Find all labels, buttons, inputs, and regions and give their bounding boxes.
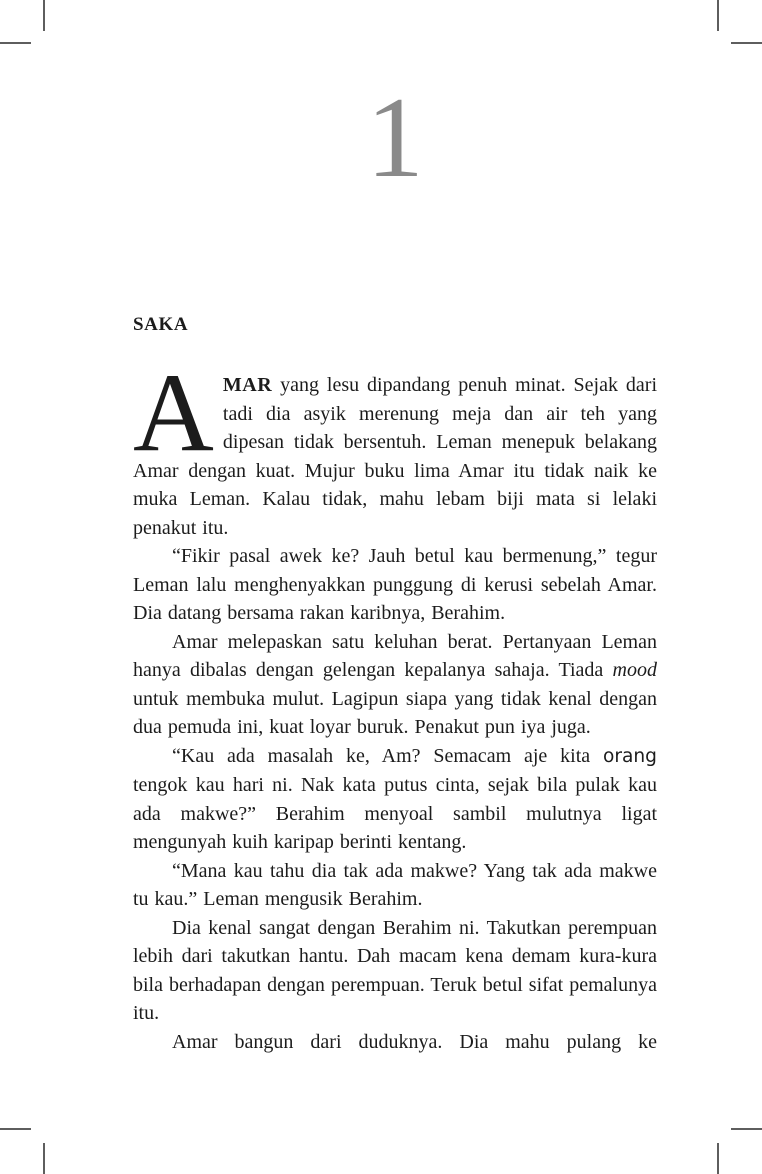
crop-mark-bottom-left-vertical	[43, 1143, 45, 1174]
paragraph	[133, 351, 657, 542]
paragraph	[133, 857, 657, 914]
crop-mark-top-right-horizontal	[731, 42, 762, 44]
crop-mark-bottom-left-horizontal	[0, 1128, 31, 1130]
paragraph	[133, 742, 657, 857]
text-run: yang lesu dipandang penuh minat. Sejak dari tadi dia asyik merenung meja dan air teh yang dipesan tidak bersentuh. Leman menepuk belakang Amar dengan kuat. Mujur buku lima Amar itu tidak naik ke muka Leman. Kalau tidak, mahu lebam biji mata si lelaki penakut itu.	[133, 374, 657, 539]
text-run: “Kau ada masalah ke, Am? Semacam aje kita	[172, 744, 603, 767]
paragraph	[133, 628, 657, 742]
paragraph	[133, 914, 657, 1028]
crop-mark-top-right-vertical	[717, 0, 719, 31]
crop-mark-top-left-vertical	[43, 0, 45, 31]
text-run: “Mana kau tahu dia tak ada makwe? Yang tak ada makwe tu kau.” Leman mengusik Berahim.	[133, 859, 657, 910]
text-run: mood	[612, 659, 657, 681]
chapter-number: 1	[366, 74, 424, 201]
text-run: Amar bangun dari duduknya. Dia mahu pulang ke	[172, 1030, 657, 1053]
text-run: MAR	[222, 374, 273, 396]
body-text	[133, 351, 657, 1056]
page-content	[133, 314, 657, 1056]
text-run: orang	[602, 745, 657, 767]
text-run: Dia kenal sangat dengan Berahim ni. Takutkan perempuan lebih dari takutkan hantu. Dah macam kena demam kura-kura bila berhadapan dengan perempuan. Teruk betul sifat pemalunya itu.	[133, 916, 657, 1024]
paragraph	[133, 542, 657, 628]
crop-mark-bottom-right-vertical	[717, 1143, 719, 1174]
crop-mark-bottom-right-horizontal	[731, 1128, 762, 1130]
section-title: SAKA	[133, 314, 189, 335]
crop-mark-top-left-horizontal	[0, 42, 31, 44]
text-run: Amar melepaskan satu keluhan berat. Pertanyaan Leman hanya dibalas dengan gelengan kepalanya sahaja. Tiada	[133, 630, 657, 681]
paragraph	[133, 1028, 657, 1057]
text-run: untuk membuka mulut. Lagipun siapa yang tidak kenal dengan dua pemuda ini, kuat loyar buruk. Penakut pun iya juga.	[133, 687, 657, 738]
text-run: “Fikir pasal awek ke? Jauh betul kau bermenung,” tegur Leman lalu menghenyakkan punggung di kerusi sebelah Amar. Dia datang bersama rakan karibnya, Berahim.	[133, 545, 657, 624]
drop-cap: A	[133, 351, 214, 475]
text-run: tengok kau hari ni. Nak kata putus cinta, sejak bila pulak kau ada makwe?” Berahim menyoal sambil mulutnya ligat mengunyah kuih karipap berinti kentang.	[133, 774, 657, 853]
